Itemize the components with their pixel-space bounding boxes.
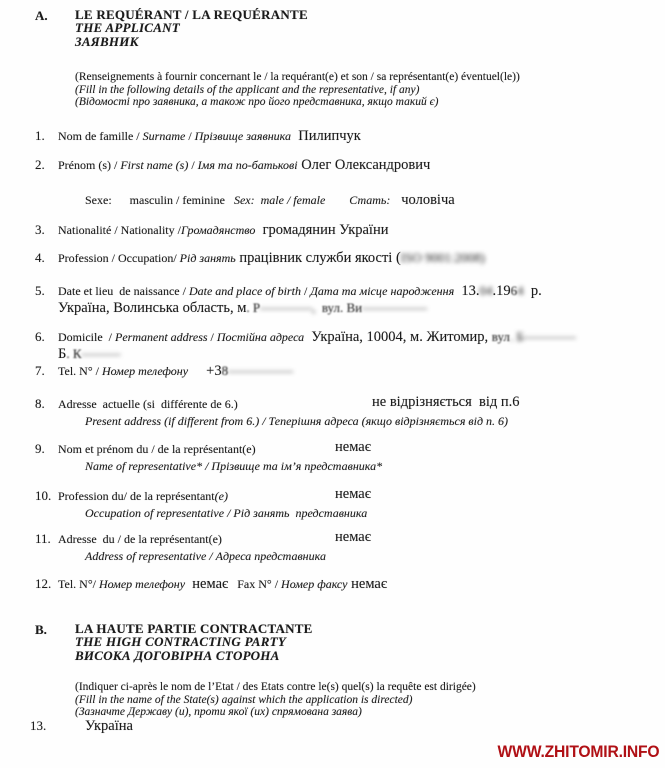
label-text: Fax N° / xyxy=(228,577,282,591)
section-a-title-uk: ЗАЯВНИК xyxy=(75,33,139,49)
label-text: Nom et prénom du / de la représentant(e) xyxy=(58,442,256,456)
section-a-notes xyxy=(75,71,635,109)
note-en: (Fill in the name of the State(s) against which the application is directed) xyxy=(75,693,413,706)
label-text-italic: Date and place of birth xyxy=(188,284,301,298)
item-number: 6. xyxy=(35,329,45,344)
answer-text: Україна xyxy=(85,718,133,734)
label-text: Domicile / xyxy=(58,330,115,344)
label-text-italic: Occupation of representative / Рід занять представника xyxy=(85,506,368,520)
note-fr: (Indiquer ci-après le nom de l’Etat / des Etats contre le(s) quel(s) la requête est dirigée) xyxy=(75,681,476,693)
redacted-text: вул xyxy=(491,329,510,344)
section-b-title-fr: LA HAUTE PARTIE CONTRACTANTE xyxy=(75,621,313,636)
label-text-italic: Present address (if different from 6.) / Теперішня адреса (якщо відрізняється від п. 6) xyxy=(85,414,509,428)
form-item-8-subline xyxy=(85,413,665,429)
item-number: 9. xyxy=(35,441,45,456)
answer-text: немає xyxy=(335,486,371,502)
answer-text: Олег Олександрович xyxy=(297,157,431,173)
redacted-text: ISO 9001:2008) xyxy=(400,250,485,265)
label-text: / xyxy=(300,284,311,298)
item-number: 11. xyxy=(35,531,51,546)
form-item-9-subline xyxy=(85,458,665,474)
redacted-text: 4 xyxy=(517,283,524,298)
section-b-title-uk: ВИСОКА ДОГОВІРНА СТОРОНА xyxy=(75,647,280,663)
answer-text: р. xyxy=(523,283,542,299)
section-b-titles xyxy=(75,622,313,662)
label-text-italic: First name (s) xyxy=(120,158,189,172)
label-text: Prénom (s) / xyxy=(58,158,121,172)
note-en: (Fill in the following details of the applicant and the representative, if any) xyxy=(75,83,420,96)
item-number: 4. xyxy=(35,250,45,265)
redacted-text: . К xyxy=(66,346,82,361)
label-text-italic: Номер телефону xyxy=(101,364,189,378)
form-item-1 xyxy=(35,128,658,144)
answer-text: працівник служби якості ( xyxy=(235,250,401,266)
section-a-titles xyxy=(75,8,308,48)
form-item-13 xyxy=(30,718,665,734)
redacted-text: 6 xyxy=(510,283,518,298)
label-text-italic: Name of representative* / Прізвище та ім’я представника* xyxy=(85,459,383,473)
label-text: Nom de famille / xyxy=(58,129,143,143)
label-text xyxy=(325,193,349,207)
note-uk: (Зазначте Державу (и), проти якої (их) спрямована заява) xyxy=(75,706,362,719)
label-text: Adresse actuelle (si différente de 6.) xyxy=(58,397,238,411)
form-item-3 xyxy=(35,222,658,238)
redacted-text: . Р xyxy=(246,300,261,315)
answer-text: немає xyxy=(335,439,371,455)
label-text-italic: (e) xyxy=(214,489,228,503)
item-number: 3. xyxy=(35,222,45,237)
redacted-text: ————, xyxy=(260,300,322,315)
section-a-title-fr: LE REQUÉRANT / LA REQUÉRANTE xyxy=(75,7,308,22)
section-a-letter: A. xyxy=(35,8,48,23)
item-number: 8. xyxy=(35,396,45,411)
answer-text: +3 xyxy=(188,363,222,379)
label-text-italic: Surname xyxy=(142,129,186,143)
label-text-italic: Sex: male / female xyxy=(233,193,326,207)
item-number: 7. xyxy=(35,363,45,378)
item-number: 5. xyxy=(35,283,45,298)
item-number: 1. xyxy=(35,128,45,143)
label-text-italic: Громадянство xyxy=(180,223,256,237)
label-text: Profession / Occupation/ xyxy=(58,251,180,265)
section-b-letter: B. xyxy=(35,622,47,637)
form-item-2 xyxy=(35,157,658,173)
label-text: Sexe: masculin / feminine xyxy=(85,193,234,207)
form-item-8 xyxy=(35,394,658,412)
label-text: Adresse du / de la représentant(e) xyxy=(58,532,222,546)
label-text-italic: Прізвище заявника xyxy=(194,129,291,143)
item-number: 12. xyxy=(35,576,52,591)
form-item-5-subline xyxy=(58,300,658,316)
answer-text: чоловіча xyxy=(390,192,455,208)
form-item-11 xyxy=(35,529,658,547)
section-b-notes xyxy=(75,681,635,719)
redacted-text: вул. Ви xyxy=(321,300,363,315)
label-text-italic: Імя та по-батькові xyxy=(197,158,298,172)
answer-text: немає xyxy=(347,576,388,592)
item-number: 10. xyxy=(35,488,52,503)
note-fr: (Renseignements à fournir concernant le / la requérant(e) et son / sa représentant(e) éventuel(le)) xyxy=(75,71,520,83)
answer-text: Україна, Волинська область, м xyxy=(58,300,247,316)
answer-text: громадянин України xyxy=(255,222,389,238)
label-text: Tel. N° / xyxy=(58,364,102,378)
redacted-text: ——— xyxy=(81,346,121,361)
answer-text: Україна, 10004, м. Житомир, xyxy=(304,329,492,345)
label-text: / xyxy=(185,129,195,143)
answer-text: не відрізняється від п.6 xyxy=(372,394,520,410)
label-text: Profession du/ de la représentant xyxy=(58,489,215,503)
site-watermark: WWW.ZHITOMIR.INFO xyxy=(497,743,659,761)
label-text: Nationalité / Nationality / xyxy=(58,223,181,237)
form-item-10 xyxy=(35,486,658,504)
redacted-text: . Б———— xyxy=(509,329,576,344)
redacted-text: ————— xyxy=(228,363,294,378)
item-number: 2. xyxy=(35,157,45,172)
answer-text: Пилипчук xyxy=(290,128,361,144)
form-item-11-subline xyxy=(85,548,665,564)
label-text-italic: Постійна адреса xyxy=(216,330,305,344)
redacted-text: 8 xyxy=(221,363,229,378)
label-text-italic: Permanent address xyxy=(115,330,208,344)
label-text: / xyxy=(207,330,217,344)
answer-text: .19 xyxy=(492,283,511,299)
label-text-italic: Address of representative / Адреса представника xyxy=(85,549,326,563)
label-text-italic: Стать: xyxy=(349,193,391,207)
item-number: 13. xyxy=(30,718,47,733)
form-item-2-subline xyxy=(85,192,665,208)
redacted-text: ————— xyxy=(362,300,428,315)
form-item-6-subline xyxy=(58,346,658,362)
answer-text: немає xyxy=(185,576,229,592)
answer-text: 13. xyxy=(454,283,480,299)
section-a-title-en: THE APPLICANT xyxy=(75,20,180,36)
label-text-italic: Дата та місце народження xyxy=(310,284,455,298)
redacted-text: 04 xyxy=(479,283,493,298)
form-item-7 xyxy=(35,363,658,379)
note-uk: (Відомості про заявника, а також про його представника, якщо такий є) xyxy=(75,96,439,109)
label-text-italic: Номер факсу xyxy=(281,577,348,591)
answer-text: Б xyxy=(58,346,67,362)
form-item-5 xyxy=(35,283,658,299)
label-text: Date et lieu de naissance / xyxy=(58,284,189,298)
label-text-italic: Номер телефону xyxy=(98,577,186,591)
form-item-6 xyxy=(35,329,658,345)
form-item-12 xyxy=(35,576,658,592)
label-text: / xyxy=(188,158,198,172)
answer-text: немає xyxy=(335,529,371,545)
form-item-9 xyxy=(35,439,658,457)
label-text-italic: Рід занять xyxy=(179,251,236,265)
label-text: Tel. N°/ xyxy=(58,577,99,591)
section-b-title-en: THE HIGH CONTRACTING PARTY xyxy=(75,634,287,650)
form-item-4 xyxy=(35,250,658,266)
form-item-10-subline xyxy=(85,505,665,521)
